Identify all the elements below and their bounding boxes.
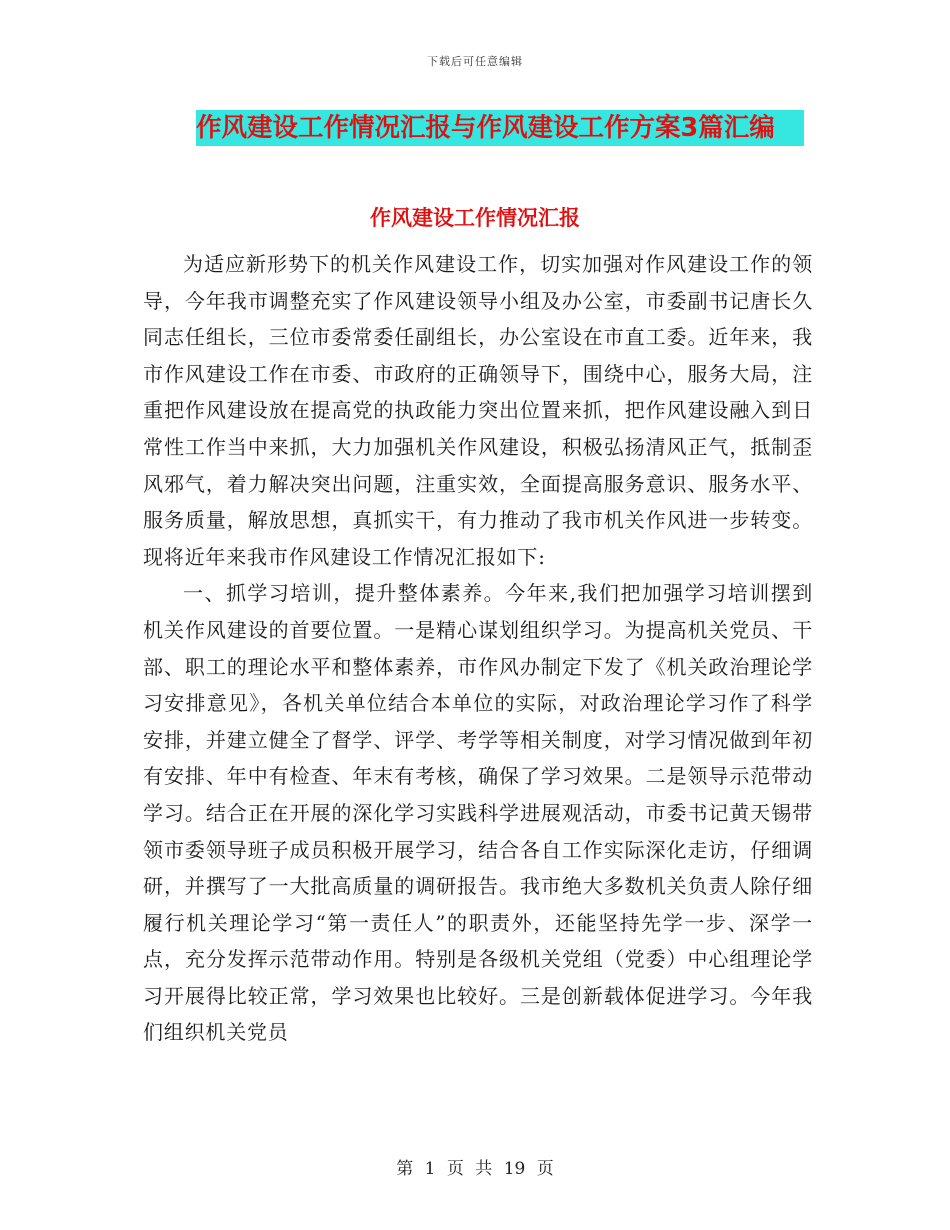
document-body (143, 246, 813, 1051)
page-header-note: 下载后可任意编辑 (427, 55, 523, 68)
body-paragraph-1: 为适应新形势下的机关作风建设工作，切实加强对作风建设工作的领导，今年我市调整充实了作风建设领导小组及办公室，市委副书记唐长久同志任组长，三位市委常委任副组长，办公室设在市直工委。近年来，我市作风建设工作在市委、市政府的正确领导下，围绕中心，服务大局，注重把作风建设放在提高党的执政能力突出位置来抓，把作风建设融入到日常性工作当中来抓，大力加强机关作风建设，积极弘扬清风正气，抵制歪风邪气，着力解决突出问题，注重实效，全面提高服务意识、服务水平、服务质量，解放思想，真抓实干，有力推动了我市机关作风进一步转变。现将近年来我市作风建设工作情况汇报如下: (143, 252, 813, 569)
page-number-footer: 第 1 页 共 19 页 (396, 1159, 554, 1179)
section-title: 作风建设工作情况汇报 (370, 206, 580, 230)
document-title: 作风建设工作情况汇报与作风建设工作方案3篇汇编 (196, 110, 804, 146)
body-paragraph-2: 一、抓学习培训，提升整体素养。今年来,我们把加强学习培训摆到机关作风建设的首要位置。一是精心谋划组织学习。为提高机关党员、干部、职工的理论水平和整体素养，市作风办制定下发了《机关政治理论学习安排意见》，各机关单位结合本单位的实际，对政治理论学习作了科学安排，并建立健全了督学、评学、考学等相关制度，对学习情况做到年初有安排、年中有检查、年末有考核，确保了学习效果。二是领导示范带动学习。结合正在开展的深化学习实践科学进展观活动，市委书记黄天锡带领市委领导班子成员积极开展学习，结合各自工作实际深化走访，仔细调研，并撰写了一大批高质量的调研报告。我市绝大多数机关负责人除仔细履行机关理论学习“第一责任人”的职责外，还能坚持先学一步、深学一点，充分发挥示范带动作用。特别是各级机关党组（党委）中心组理论学习开展得比较正常，学习效果也比较好。三是创新载体促进学习。今年我们组织机关党员 (143, 581, 813, 1045)
